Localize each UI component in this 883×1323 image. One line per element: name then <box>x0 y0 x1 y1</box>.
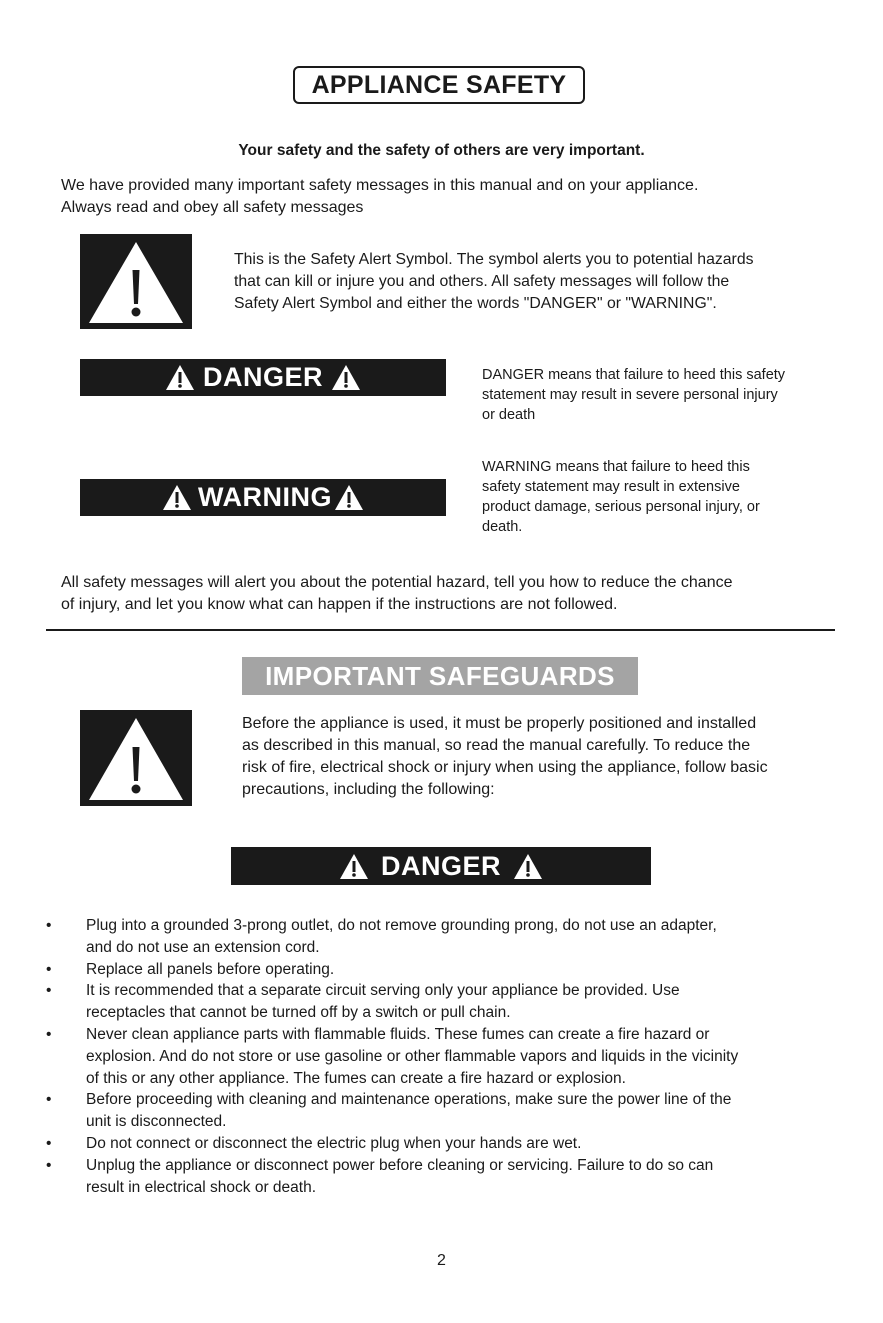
danger-banner-label: DANGER <box>380 850 501 881</box>
danger-label: DANGER <box>202 362 323 392</box>
intro-line: We have provided many important safety messages in this manual and on your appliance. <box>61 177 699 194</box>
danger-banner <box>231 847 651 885</box>
safety-alert-icon <box>80 234 192 329</box>
bullet-dot: • <box>46 1091 52 1109</box>
warning-def-line: WARNING means that failure to heed this <box>482 459 750 475</box>
bullet-dot: • <box>46 1156 52 1174</box>
summary-text <box>61 572 733 616</box>
list-item <box>30 915 860 959</box>
list-item <box>30 1155 860 1199</box>
section-divider <box>46 629 835 631</box>
list-item <box>30 1089 860 1133</box>
symbol-line: This is the Safety Alert Symbol. The symbol alerts you to potential hazards <box>234 251 754 268</box>
bullet-dot: • <box>46 917 52 934</box>
list-item <box>30 959 860 981</box>
safety-alert-icon <box>80 710 192 806</box>
symbol-line: that can kill or injure you and others. All safety messages will follow the <box>234 273 730 290</box>
bullet-dot: • <box>46 1134 52 1152</box>
bullet-line: Plug into a grounded 3-prong outlet, do not remove grounding prong, do not use an adapter, <box>86 917 717 934</box>
warning-triangle-icon <box>339 853 369 880</box>
warning-triangle-icon <box>165 364 195 391</box>
warning-triangle-icon <box>334 484 364 511</box>
danger-def-line: DANGER means that failure to heed this safety <box>482 367 786 383</box>
warning-label-bar <box>80 479 446 516</box>
list-item <box>30 1133 860 1155</box>
page-title: APPLIANCE SAFETY <box>293 66 585 104</box>
list-item <box>30 980 860 1024</box>
page-number: 2 <box>437 1252 446 1269</box>
bullet-line: of this or any other appliance. The fumes can create a fire hazard or explosion. <box>86 1069 626 1087</box>
symbol-description <box>234 249 754 315</box>
bullet-line: It is recommended that a separate circuit serving only your appliance be provided. Use <box>86 982 680 1000</box>
safeguards-line: risk of fire, electrical shock or injury when using the appliance, follow basic <box>242 759 768 776</box>
summary-line: All safety messages will alert you about the potential hazard, tell you how to reduce the chance <box>61 574 733 591</box>
warning-def-line: product damage, serious personal injury, or <box>482 499 760 515</box>
bullet-line: Never clean appliance parts with flammable fluids. These fumes can create a fire hazard or <box>86 1025 710 1043</box>
warning-definition <box>482 457 760 537</box>
safeguards-line: Before the appliance is used, it must be properly positioned and installed <box>242 715 757 732</box>
safeguards-description <box>242 713 768 801</box>
warning-triangle-icon <box>162 484 192 511</box>
bullet-line: and do not use an extension cord. <box>86 938 320 956</box>
bullet-line: Do not connect or disconnect the electric plug when your hands are wet. <box>86 1134 582 1152</box>
bullet-line: Replace all panels before operating. <box>86 960 335 978</box>
warning-def-line: death. <box>482 519 523 535</box>
symbol-line: Safety Alert Symbol and either the words "DANGER" or "WARNING". <box>234 295 717 312</box>
danger-def-line: or death <box>482 407 536 423</box>
safeguards-title: IMPORTANT SAFEGUARDS <box>242 657 638 695</box>
danger-label-bar <box>80 359 446 396</box>
bullet-line: result in electrical shock or death. <box>86 1178 317 1196</box>
danger-definition <box>482 365 785 425</box>
danger-def-line: statement may result in severe personal injury <box>482 387 778 403</box>
bullet-dot: • <box>46 960 52 978</box>
bullet-dot: • <box>46 982 52 1000</box>
intro-line: Always read and obey all safety messages <box>61 199 364 216</box>
warning-def-line: safety statement may result in extensive <box>482 479 740 495</box>
bullet-line: Before proceeding with cleaning and maintenance operations, make sure the power line of the <box>86 1091 732 1109</box>
bullet-line: receptacles that cannot be turned off by a switch or pull chain. <box>86 1004 511 1022</box>
warning-triangle-icon <box>513 853 543 880</box>
bullet-line: explosion. And do not store or use gasoline or other flammable vapors and liquids in the vicinity <box>86 1047 739 1065</box>
page-subtitle: Your safety and the safety of others are very important. <box>238 142 645 159</box>
safety-bullet-list <box>30 915 860 1198</box>
intro-text <box>61 175 698 219</box>
warning-label: WARNING <box>198 482 332 512</box>
safeguards-line: as described in this manual, so read the manual carefully. To reduce the <box>242 737 751 754</box>
bullet-line: unit is disconnected. <box>86 1113 227 1131</box>
warning-triangle-icon <box>331 364 361 391</box>
list-item <box>30 1024 860 1089</box>
bullet-line: Unplug the appliance or disconnect power before cleaning or servicing. Failure to do so can <box>86 1156 714 1174</box>
bullet-dot: • <box>46 1025 52 1043</box>
safeguards-line: precautions, including the following: <box>242 781 495 798</box>
summary-line: of injury, and let you know what can happen if the instructions are not followed. <box>61 596 618 613</box>
